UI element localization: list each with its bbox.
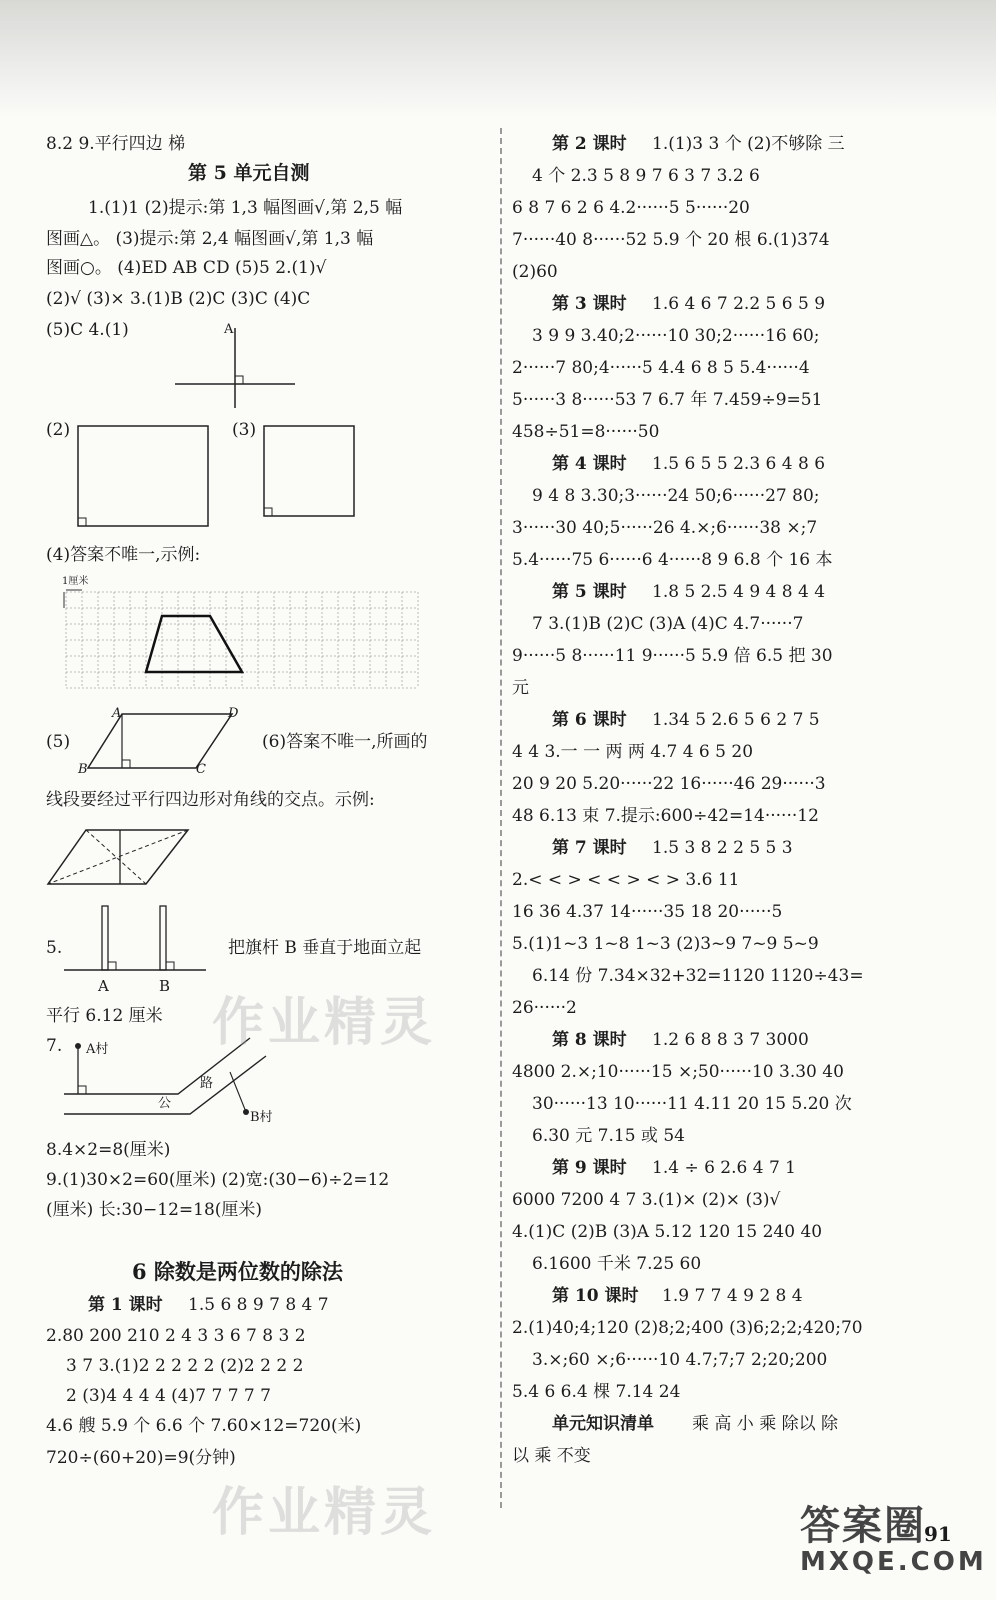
left-line-9: (6)答案不唯一,所画的 [262, 732, 428, 752]
rect-label: (2) [46, 420, 71, 440]
road-b-village: B村 [250, 1110, 273, 1125]
lesson3-line-1: 1.6 4 6 7 2.2 5 6 5 9 [652, 294, 826, 314]
lesson7-line-3: 16 36 4.37 14······35 18 20······5 [512, 902, 783, 922]
road-label-gong: 公 [158, 1096, 172, 1111]
flagpole-diagram [60, 898, 210, 980]
point-a: A [112, 706, 122, 721]
point-c: C [196, 762, 206, 777]
left-line-11: 把旗杆 B 垂直于地面立起 [228, 938, 422, 958]
perp-label-a: A [224, 322, 234, 337]
lesson9-heading: 第 9 课时 [552, 1158, 627, 1178]
lesson1-line-5: 4.6 艘 5.9 个 6.6 个 7.60×12=720(米) [46, 1416, 362, 1436]
lesson4-line-3: 3······30 40;5······26 4.×;6······38 ×;7 [512, 518, 818, 538]
left-line-5: 图画○。 (4)ED AB CD (5)5 2.(1)√ [46, 258, 327, 278]
left-line-14: 8.4×2=8(厘米) [46, 1140, 171, 1160]
lesson1-line-1: 1.5 6 8 9 7 8 4 7 [188, 1295, 329, 1315]
rectangle-diagram [74, 420, 214, 530]
left-line-10: 线段要经过平行四边形对角线的交点。示例: [46, 790, 375, 810]
top-band [0, 0, 996, 118]
lesson10-heading: 第 10 课时 [552, 1286, 639, 1306]
lesson2-line-1: 1.(1)3 3 个 (2)不够除 三 [652, 134, 845, 154]
square-label: (3) [232, 420, 257, 440]
lesson8-line-1: 1.2 6 8 8 3 7 3000 [652, 1030, 809, 1050]
lesson7-line-1: 1.5 3 8 2 2 5 5 3 [652, 838, 793, 858]
lesson1-line-6: 720÷(60+20)=9(分钟) [46, 1448, 236, 1468]
lesson6-line-1: 1.34 5 2.6 5 6 2 7 5 [652, 710, 820, 730]
lesson6-line-4: 48 6.13 束 7.提示:600÷42=14······12 [512, 806, 819, 826]
flag-q-number: 5. [46, 938, 63, 958]
page-number: 91 [924, 1522, 952, 1546]
lesson9-line-2: 6000 7200 4 7 3.(1)× (2)× (3)√ [512, 1190, 781, 1210]
summary-line-1: 乘 高 小 乘 除以 除 [692, 1414, 839, 1434]
lesson10-line-4: 5.4 6 6.4 棵 7.14 24 [512, 1382, 681, 1402]
watermark-2: 作业精灵 [212, 1483, 437, 1543]
lesson4-line-4: 5.4······75 6······6 4······8 9 6.8 个 16 本 [512, 550, 833, 570]
lesson7-line-2: 2.< < > < < > < > 3.6 11 [512, 870, 740, 890]
lesson3-line-5: 458÷51=8······50 [512, 422, 660, 442]
lesson3-line-3: 2······7 80;4······5 4.4 6 8 5 5.4······4 [512, 358, 810, 378]
left-line-7: (5)C 4.(1) [46, 320, 129, 340]
parallelogram-diagonal-diagram [44, 822, 194, 888]
lesson1-line-4: 2 (3)4 4 4 4 (4)7 7 7 7 7 [66, 1386, 271, 1406]
lesson1-heading: 第 1 课时 [88, 1295, 163, 1315]
lesson10-line-1: 1.9 7 7 4 9 2 8 4 [662, 1286, 803, 1306]
lesson2-heading: 第 2 课时 [552, 134, 627, 154]
unit5-title: 第 5 单元自测 [188, 162, 310, 184]
trapezoid-grid-diagram [44, 588, 424, 692]
column-divider [500, 128, 502, 1508]
lesson2-line-3: 6 8 7 6 2 6 4.2······5 5······20 [512, 198, 750, 218]
road-q-number: 7. [46, 1036, 63, 1056]
lesson8-line-2: 4800 2.×;10······15 ×;50······10 3.30 40 [512, 1062, 844, 1082]
lesson10-line-3: 3.×;60 ×;6······10 4.7;7;7 2;20;200 [532, 1350, 828, 1370]
point-d: D [228, 706, 239, 721]
left-line-4: 图画△。 (3)提示:第 2,4 幅图画√,第 1,3 幅 [46, 229, 374, 249]
logo-text: 答案圈 [800, 1503, 926, 1549]
lesson6-line-2: 4 4 3.一 一 两 两 4.7 4 6 5 20 [512, 742, 754, 762]
lesson4-heading: 第 4 课时 [552, 454, 627, 474]
summary-line-2: 以 乘 不变 [512, 1446, 591, 1466]
lesson9-line-4: 6.1600 千米 7.25 60 [532, 1254, 702, 1274]
lesson4-line-2: 9 4 8 3.30;3······24 50;6······27 80; [532, 486, 820, 506]
flag-label-a: A [98, 977, 109, 995]
lesson8-heading: 第 8 课时 [552, 1030, 627, 1050]
lesson8-line-3: 30······13 10······11 4.11 20 15 5.20 次 [532, 1094, 852, 1114]
road-label-lu: 路 [200, 1076, 214, 1091]
lesson5-heading: 第 5 课时 [552, 582, 627, 602]
lesson9-line-1: 1.4 ÷ 6 2.6 4 7 1 [652, 1158, 797, 1178]
lesson10-line-2: 2.(1)40;4;120 (2)8;2;400 (3)6;2;2;420;70 [512, 1318, 863, 1338]
lesson4-line-1: 1.5 6 5 5 2.3 6 4 8 6 [652, 454, 826, 474]
lesson5-line-1: 1.8 5 2.5 4 9 4 8 4 4 [652, 582, 826, 602]
parallelogram-abcd-diagram [80, 706, 250, 782]
left-line-15: 9.(1)30×2=60(厘米) (2)宽:(30−6)÷2=12 [46, 1170, 390, 1190]
chapter6-title: 6 除数是两位数的除法 [132, 1259, 343, 1284]
lesson5-line-4: 元 [512, 678, 529, 698]
left-line-16: (厘米) 长:30−12=18(厘米) [46, 1200, 263, 1220]
lesson7-line-6: 26······2 [512, 998, 577, 1018]
lesson6-heading: 第 6 课时 [552, 710, 627, 730]
left-line-12: 平行 6.12 厘米 [46, 1006, 163, 1026]
lesson6-line-3: 20 9 20 5.20······22 16······46 29······3 [512, 774, 826, 794]
lesson7-line-4: 5.(1)1~3 1~8 1~3 (2)3~9 7~9 5~9 [512, 934, 819, 954]
left-line-8: (4)答案不唯一,示例: [46, 545, 201, 565]
perpendicular-diagram [170, 320, 300, 412]
lesson3-line-2: 3 9 9 3.40;2······10 30;2······16 60; [532, 326, 820, 346]
left-line-6: (2)√ (3)× 3.(1)B (2)C (3)C (4)C [46, 289, 311, 309]
lesson5-line-3: 9······5 8······11 9······5 5.9 倍 6.5 把 30 [512, 646, 833, 666]
lesson3-heading: 第 3 课时 [552, 294, 627, 314]
lesson1-line-2: 2.80 200 210 2 4 3 3 6 7 8 3 2 [46, 1326, 306, 1346]
lesson2-line-5: (2)60 [512, 262, 558, 282]
road-a-village: A村 [86, 1042, 109, 1057]
lesson7-line-5: 6.14 份 7.34×32+32=1120 1120÷43= [532, 966, 864, 986]
logo-url: MXQE.COM [800, 1547, 987, 1577]
point-b: B [78, 762, 88, 777]
flag-label-b: B [159, 977, 171, 995]
lesson8-line-4: 6.30 元 7.15 或 54 [532, 1126, 685, 1146]
lesson3-line-4: 5······3 8······53 7 6.7 年 7.459÷9=51 [512, 390, 823, 410]
lesson2-line-4: 7······40 8······52 5.9 个 20 根 6.(1)374 [512, 230, 830, 250]
grid-unit-label: 1厘米 [62, 576, 89, 587]
lesson2-line-2: 4 个 2.3 5 8 9 7 6 3 7 3.2 6 [532, 166, 760, 186]
square-diagram [260, 420, 360, 520]
lesson5-line-2: 7 3.(1)B (2)C (3)A (4)C 4.7······7 [532, 614, 804, 634]
left-line-1: 8.2 9.平行四边 梯 [46, 134, 186, 154]
lesson1-line-3: 3 7 3.(1)2 2 2 2 2 (2)2 2 2 2 [66, 1356, 304, 1376]
summary-heading: 单元知识清单 [552, 1414, 654, 1434]
watermark-1: 作业精灵 [212, 993, 437, 1053]
parallelogram-label: (5) [46, 732, 71, 752]
left-line-3: 1.(1)1 (2)提示:第 1,3 幅图画√,第 2,5 幅 [88, 198, 403, 218]
lesson9-line-3: 4.(1)C (2)B (3)A 5.12 120 15 240 40 [512, 1222, 823, 1242]
lesson7-heading: 第 7 课时 [552, 838, 627, 858]
